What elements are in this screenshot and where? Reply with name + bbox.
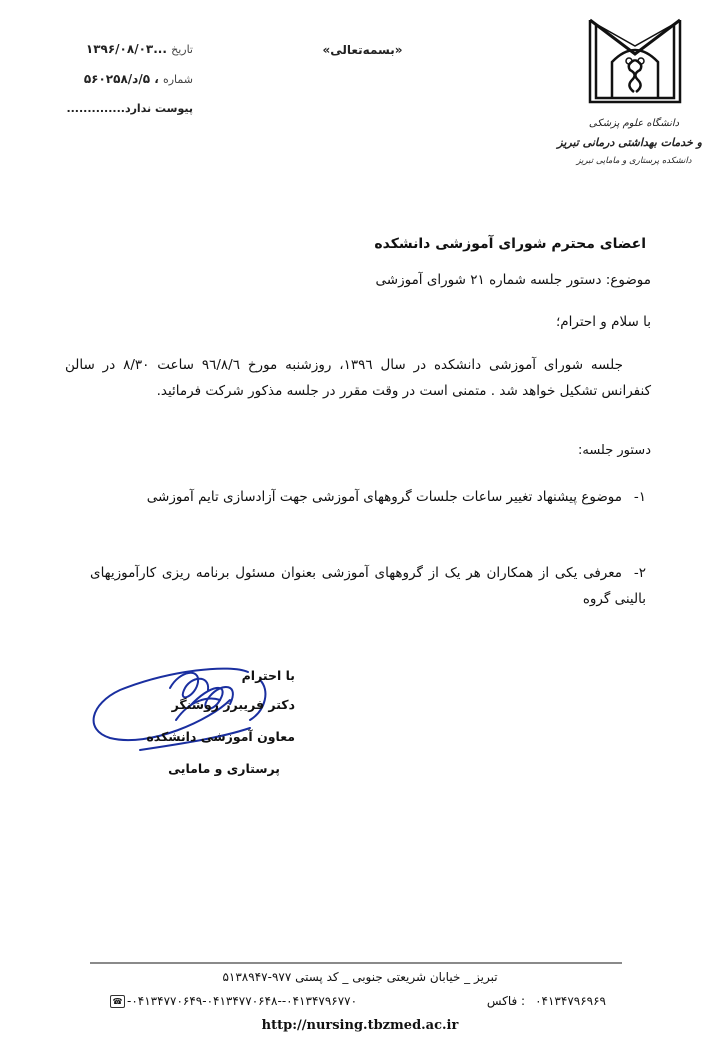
university-logo: [582, 14, 688, 114]
signatory-title: معاون آموزشی دانشکده: [146, 729, 295, 744]
date-label: تاریخ: [171, 43, 193, 56]
agenda-number: ۲-: [633, 565, 646, 581]
footer-contacts: [110, 994, 606, 1008]
phone-numbers: ۰۴۱۳۴۷۹۶۷۷۰--۰۴۱۳۴۷۷۰۶۴۹-۰۴۱۳۴۷۷۰۶۴۸-: [127, 994, 358, 1008]
agenda-item: [90, 560, 646, 612]
logo-line-1: دانشگاه علوم پزشکی: [588, 118, 680, 129]
agenda-text: معرفی یکی از همکاران هر یک از گروههای آموزشی بعنوان مسئول برنامه ریزی کارآموزیهای بالینی گروه: [90, 565, 646, 607]
footer-address: تبریز _ خیابان شریعتی جنوبی _ کد پستی ۹۷۷-۵۱۳۸۹۴۷: [222, 970, 498, 984]
agenda-number: ۱-: [633, 489, 646, 505]
attachment-line: پیوست ندارد..............: [66, 102, 193, 115]
recipient: اعضای محترم شورای آموزشی دانشکده: [374, 236, 646, 252]
agenda-title: دستور جلسه:: [577, 443, 651, 458]
footer-divider: [90, 962, 622, 964]
phone-icon: ☎: [110, 995, 125, 1008]
bismillah: «بسمه‌تعالی»: [322, 43, 403, 57]
date-value: ...۱۳۹۶/۰۸/۰۳: [85, 42, 167, 56]
subject: موضوع: دستور جلسه شماره ۲۱ شورای آموزشی: [375, 272, 651, 288]
date-line: [18, 42, 193, 56]
agenda-item: [90, 484, 646, 510]
website-url[interactable]: http://nursing.tbzmed.ac.ir: [261, 1018, 459, 1033]
logo-line-2: و خدمات بهداشتی درمانی تبریز: [557, 136, 702, 149]
body-paragraph: جلسه شورای آموزشی دانشکده در سال ۱۳۹٦، روزشنبه مورخ ۹٦/۸/٦ ساعت ۸/۳۰ در سالن کنفرانس تشکیل خواهد شد . متمنی است در وقت مقرر در جلسه مذکور شرکت فرمائید.: [65, 357, 651, 399]
number-line: [18, 72, 193, 86]
fax-label: : فاکس: [486, 994, 526, 1008]
signatory-department: پرستاری و مامایی: [168, 761, 280, 776]
agenda-text: موضوع پیشنهاد تغییر ساعات جلسات گروههای آموزشی جهت آزادسازی تایم آموزشی: [146, 489, 622, 505]
greeting: با سلام و احترام؛: [555, 314, 651, 330]
signatory-name: دکتر فریبرز روشنگر: [171, 697, 295, 712]
number-value: ، ۵/د/۵۶۰۲۵۸: [83, 72, 159, 86]
number-label: شماره: [162, 73, 193, 86]
signature-closing: با احترام: [241, 668, 295, 683]
fax-number: ۰۴۱۳۴۷۹۶۹۶۹: [535, 994, 606, 1008]
logo-line-3: دانشکده پرستاری و مامایی تبریز: [576, 156, 692, 166]
